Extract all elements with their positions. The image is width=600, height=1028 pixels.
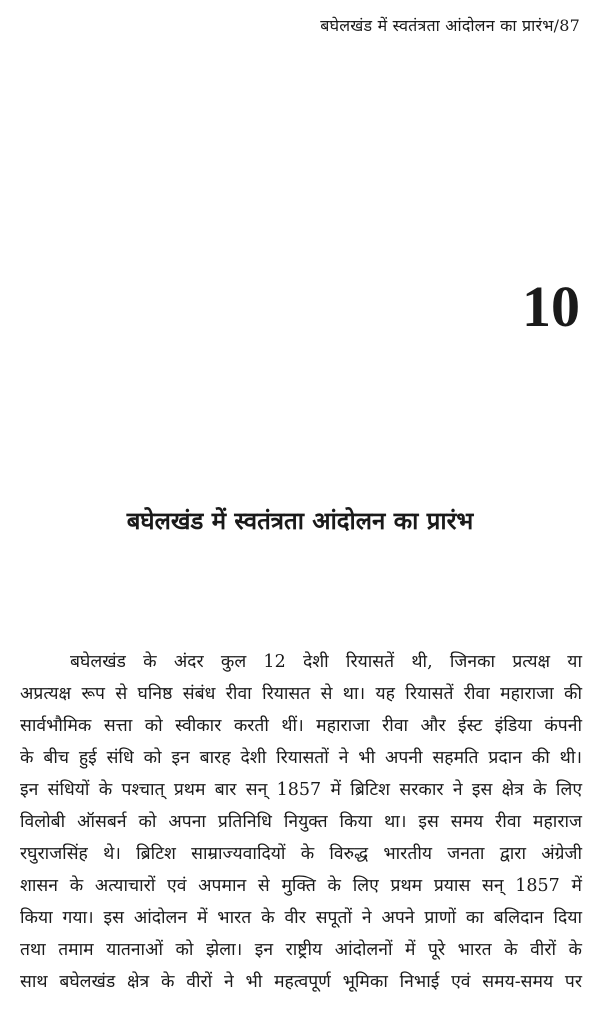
paragraph-line: तथा तमाम यातनाओं को झेला। इन राष्ट्रीय आंदोलनों में पूरे भारत के वीरों के — [20, 940, 582, 960]
paragraph-line: बघेलखंड के अंदर कुल 12 देशी रियासतें थी, जिनका प्रत्यक्ष या — [70, 652, 582, 672]
paragraph-line: के बीच हुई संधि को इन बारह देशी रियासतों ने भी अपनी सहमति प्रदान की थी। — [20, 748, 582, 768]
paragraph-line: किया गया। इस आंदोलन में भारत के वीर सपूतों ने अपने प्राणों का बलिदान दिया — [20, 908, 582, 928]
paragraph-line: इन संधियों के पश्चात् प्रथम बार सन् 1857 में ब्रिटिश सरकार ने इस क्षेत्र के लिए — [20, 780, 582, 800]
chapter-title: बघेलखंड में स्वतंत्रता आंदोलन का प्रारंभ — [126, 506, 474, 535]
paragraph-line: सार्वभौमिक सत्ता को स्वीकार करती थीं। महाराजा रीवा और ईस्ट इंडिया कंपनी — [20, 716, 582, 736]
paragraph-line: शासन के अत्याचारों एवं अपमान से मुक्ति के लिए प्रथम प्रयास सन् 1857 में — [20, 876, 582, 896]
paragraph-line: अप्रत्यक्ष रूप से घनिष्ठ संबंध रीवा रियासत से था। यह रियासतें रीवा महाराजा की — [20, 684, 582, 704]
body-paragraph — [20, 646, 582, 998]
paragraph-line: साथ बघेलखंड क्षेत्र के वीरों ने भी महत्वपूर्ण भूमिका निभाई एवं समय-समय पर — [20, 972, 582, 992]
running-header: बघेलखंड में स्वतंत्रता आंदोलन का प्रारंभ/87 — [320, 16, 580, 35]
chapter-number: 10 — [522, 274, 580, 339]
paragraph-line: विलोबी ऑसबर्न को अपना प्रतिनिधि नियुक्त किया था। इस समय रीवा महाराज — [20, 812, 582, 832]
paragraph-line: रघुराजसिंह थे। ब्रिटिश साम्राज्यवादियों के विरुद्ध भारतीय जनता द्वारा अंग्रेजी — [20, 844, 582, 864]
